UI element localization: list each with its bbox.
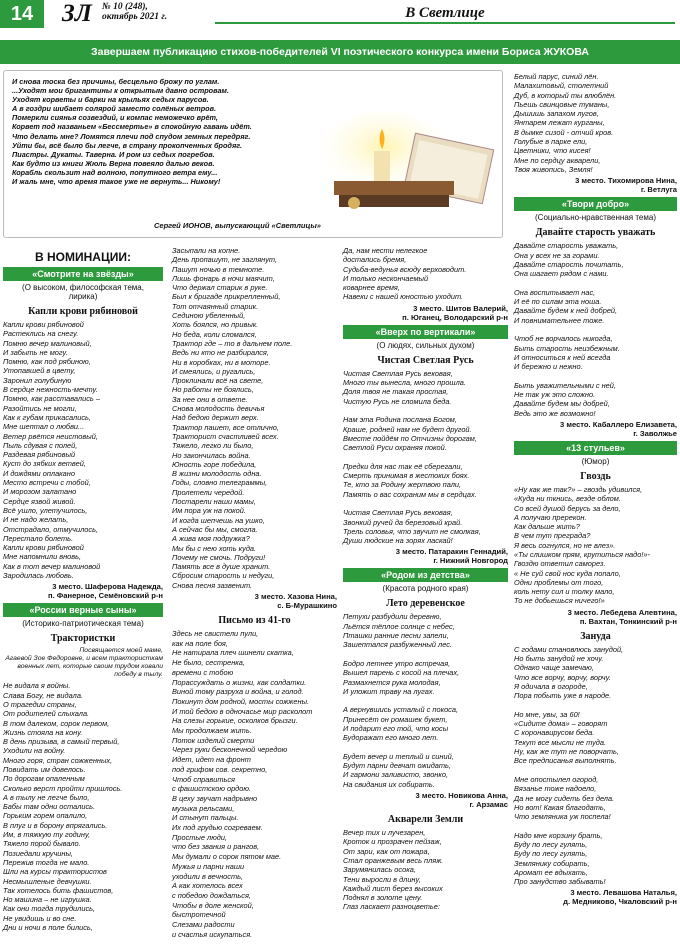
author-credit: 3 место. Тихомирова Нина, г. Ветлуга (575, 176, 677, 195)
poem-text: Здесь не свистели пули, как на поле боя, Не натирала плеч шинели скатка, Не было, сестренка, времени с тобою Порассуждать о жизни, как солдатки. Виной тому разруха и война, и голод. Покинут дом родной, мосты сожжены. И той бедою в одночасье мир расколот На слезы горькие, осколков брызги. Мы продолжаем жить. Поток изделий смерти Через руки бесконечной чередою Идет, идет на фронт под грифом сов. секретно, Чтоб справиться с фашистскою ордою. В цеху звучат надрывно музыка рельсами, И стынут пальцы. Их под грудью согреваем. Простые люди, что без звания и рангов, Мы думали о сорок пятом мае. Мужья и парни наши уходили в вечность, А как хотелось всех с победою дождаться, Чтобы в доле женской, быстротечной Слезами радости и счастья искупаться. (172, 628, 313, 939)
poem-text: Да, нам нести нелегкое достались бремя, Судьба-ведунья всюду верховодит. И только нескончаемый коварнее время, Навеки с нашей юностью уходит. (343, 246, 467, 302)
author-credit: 3 место. Новикова Анна, г. Арзамас (415, 791, 508, 810)
author-credit: 3 место. Патаракин Геннадий, г. Нижний Новгород (395, 547, 508, 566)
author-credit: 3 место. Лебедева Алевтина, п. Вахтан, Тонкинский р-н (567, 607, 677, 626)
column-2 (172, 246, 337, 939)
poem-title: Акварели Земли (387, 814, 464, 826)
nomination-subtitle: (Социально-нравственная тема) (535, 213, 656, 223)
poem-title: Давайте старость уважать (535, 227, 656, 239)
poem-text: С годами становлюсь занудой, Но быть занудой не хочу. Однако чаще замечаю, Что все ворчу, ворчу, ворчу. Я одичала в огороде, Пора побыть уже в народе. Но мне, увы, за 60! «Сидите дома» – говорят С коронавирусом беда. Текут все мысли не туда. Ну, как же тут не поворчать, Все предписанья выполнять. Мне опостылел огород, Вязанье тоже надоело, Да не могу сидеть без дела. Но вот! Какая благодать, Что земляника уж поспела! Надо мне корзину брать, Буду по лесу гулять, Буду по лесу гулять, Землянику собирать, Аромат ее вдыхать, Про занудство забывать! (514, 644, 624, 887)
headline-banner: Завершаем публикацию стихов-победителей VI поэтического конкурса имени Бориса ЖУКОВА (0, 40, 680, 64)
issue-info: № 10 (248), октябрь 2021 г. (102, 2, 168, 22)
rubric-title: В Светлице (215, 2, 675, 24)
nomination-tag: «Смотрите на звёзды» (3, 267, 163, 281)
column-1 (3, 246, 163, 932)
poem-title: Письмо из 41-го (218, 614, 291, 626)
poem-title: Капли крови рябиновой (28, 306, 138, 317)
dedication: Посвящается моей маме, Агаевой Зое Федоровне, и всем трактористкам военных лет, которые своим трудом ковали победу в тылу. (5, 647, 163, 679)
author-credit: 3 место. Шитов Валерий, п. Юганец, Володарский р-н (402, 303, 508, 322)
intro-signature: Сергей ИОНОВ, выпускающий «Светлицы» (154, 221, 321, 230)
intro-box (3, 70, 503, 238)
nomination-subtitle: (Историко-патриотическая тема) (22, 619, 144, 629)
poem-title: Трактористки (50, 633, 116, 645)
poem-title: Лето деревенское (386, 598, 465, 610)
poem-text: Белый парус, синий лён. Малахитовый, столетний Дуб, в который ты влюблён. Пьешь свинцовые туманы, Дышишь запахом лугов, Янтарем лежат курганы, В дымке сизой - отчий кров. Голубые в парке ели, Цветники, что кисея! Мне по сердцу акварели, Твоя живопись, Земля! (514, 72, 617, 174)
nomination-tag: «России верные сыны» (3, 603, 163, 617)
nomination-subtitle: (Юмор) (581, 456, 610, 466)
poem-text: Вечер тих и лучезарен, Кроток и прозрачен пейзаж, От зари, как от пожара, Стал оранжевым весь пляж. Зарумянилась осока, Тени выросли в длину, Каждый лист берез высоких Поднял в золоте цену. Глаз ласкает разноцветье: (343, 828, 444, 912)
poem-title: Зануда (580, 630, 611, 642)
nomination-subtitle: (Красота родного края) (382, 584, 469, 594)
page-number: 14 (0, 0, 44, 28)
author-credit: 3 место. Хазова Нина, с. Б-Мурашкино (254, 591, 337, 610)
nomination-tag: «Родом из детства» (343, 568, 508, 582)
poem-title: Чистая Светлая Русь (377, 354, 474, 366)
author-credit: 3 место. Левашова Наталья, д. Медниково, Чкаловский р-н (563, 888, 677, 907)
column-4 (514, 72, 677, 908)
author-credit: 3 место. Шаферова Надежда, п. Фанерное, Семёновский р-н (47, 582, 163, 601)
poem-text: Засыпали на копне. День пропашут, не заглянут, Пашут ночью в темноте. Лишь фонарь в ночи маячит, Что держал старик в руке. Был к бригаде прикрепленный, Тот отчаянный старик. Сединою убеленный, Хоть боялся, но привык. Но беда, коли сломался, Трактор где – то в дальнем поле. Ведь ни кто не разбирался, Ни в коробках, ни в моторе. И смеялись, и ругались, Проклинали всё на свете, Но работы не боялись, За нее они в ответе. Снова молодость девичья Над бедою держит верх. Трактор пашет, все отлично, Тракторист счастливей всех. Тяжело, легко ли было, Но закончилась война. Юность горе победила, В жизни молодость одна. Годы, словно телеграммы, Пролетели чередой. Постарели наши мамы, Им пора уж на покой. И когда шепчешь на ушко, А сейчас бы мы, смогла. А жива моя подружка? Мы бы с нею хоть куда. Почему не смочь. Подруги! Память все в душе хранит. Сбросим старость и недуги, Снова песня зазвенит. (172, 246, 293, 590)
page-header (0, 0, 680, 30)
poem-text: «Ну как же так?» – гвоздь удивился, «Куда ни ткнись, везде облом. Со всей душой берусь за дело, А получаю пререкон. Как дальше жить? В чем тут преграда? Я весь согнулся, но не влез». «Ты слишком прям, крутиться надо!»- Гвоздю ответил саморез. « Не суй свой нос куда попало, Одни проблемы от того, коль нету сил и толку мало, То не добьешься ничего!» (514, 484, 650, 606)
newspaper-logo: ЗЛ (62, 0, 92, 27)
nomination-tag: «Вверх по вертикали» (343, 325, 508, 339)
author-credit: 3 место. Кабаллеро Елизавета, г. Заволжье (560, 419, 677, 438)
column-3 (343, 246, 508, 912)
poem-text: Чистая Светлая Русь вековая, Много ты вынесла, много прошла. Доля твоя не такая простая, Чистую Русь не сломила беда. Нам эта Родина послана Богом, Краше, родней нам не будет другой. Вместе пойдём по Отчизны дорогам, Светлой Руси охраняя покой. Предки для нас так её сберегали, Смерть принимая в жестоких боях. Те, кто за Родину жертвою пали, Память о вас сохраним мы в сердцах. Чистая Светлая Русь вековая, Звонкий ручей да березовый край. Трель соловья, что звучит не смолкая, Души людские на зорях ласкай! (343, 368, 481, 546)
intro-poem: И снова тоска без причины, бесцельно брожу по углам. ...Уходят мои бригантины к открытым давно островам. Уходят корветы и барки на крыльях седых парусов. А в гоздри шибает солярой заместо солёных ветров. Померкли сиянья созвездий, и компас неможечко врёт, Корвет под названьем «Бессмертье» в спокойную гавань идёт. Что делать мне? Ломятся плечи под спудом земных передряг. Уйти бы, всё было бы легче, в страну прокопченных бродяг. Пиастры. Дукаты. Таверна. И ром из седых погребов. Как будто из книги Жюль Верна повеяло далью веков. Корабль скользит над волною, попутного ветра ему... И жаль мне, что время такое уже не вернуть... Никому! (12, 77, 252, 187)
nomination-tag: «Твори добро» (514, 197, 677, 211)
candle-books-illustration-icon (314, 111, 499, 221)
poem-text: Не видала я войны. Слава Богу, не видала. О трагедии страны, От родителей слыхала. В том далеком, сорок первом, Жизнь стояла на кону. В день призыва, в самый первый, Уходили на войну. Много горя, стран сожженных, Повидать им довелось. По дорогам опаленным Сколько верст пройти пришлось. А в тылу не легче было, Бабы там одни остались. Горьким горем опалило, В плуг и в борону впрягались. Им, в тяжкую ту годину, Тяжело порой бывало. Позиедали кручины, Пережив тогда не мало. Шли на курсы трактористов Несмышленые девчушки. Так хотелось бить фашистов, Но машина – не игрушка. Как они тогда трудились, Не увидишь и во сне. Дни и ночи в поле бились, (3, 681, 123, 933)
poem-title: Гвоздь (580, 470, 611, 482)
poem-text: Петухи разбудили деревню, Льётся тёплое солнце с небес, Пташки ранние песни запели, Зашептался разбуженный лес. Бодро летнее утро встречая, Вышел парень с косой на плечах, Размахнется рука молодая, И уложит траву на лугах. А вернувшись усталый с покоса, Принесёт он ромашек букет, И подарит его той, что косы Будоражат его много лет. Будет вечер и теплый и синий, Будут парни девчат ожидать, И гармони заливисто, звонко, На свидания их собирать. (343, 612, 460, 789)
section-heading: В НОМИНАЦИИ: (35, 250, 131, 264)
poem-text: Давайте старость уважать, Она у всех не за горами. Давайте старость почитать, Она шагает рядом с нами. Она воспитывает нас, И её по силам эта ноша. Давайте будем к ней добрей, И повнимательнее тоже. Чтоб не ворчалось никогда, Быть старость неизбежным. И относиться к ней всегда И бережно и нежно. Быть уважительными с ней, Не так уж это сложно. Давайте будем мы добрей, Ведь это же возможно! (514, 241, 624, 418)
nomination-subtitle: (О людях, сильных духом) (376, 340, 475, 350)
nomination-tag: «13 стульев» (514, 441, 677, 455)
poem-text: Капли крови рябиновой Растеклись на снегу. Помню вечер малиновый, И забыть не могу. Помню, как под рябиною, Утопавшей в цвету, Заронил голубиную В сердце нежность-мечту. Помню, как расставались – Разойтись не могли, Как к губам прикасались, Мне шептал о любви... Ветер рвётся неистовый, Пыль сдувая с полей, Раздевая рябиновый Куст до зябких ветвей, И дождями оплакано Место встречи с тобой, И морозом залатано Сердце язвой живой. Всё ушло, улетучилось, И не надо желать, Отстрадало, отмучилось, Перестало болеть. Капли крови рябиновой Мне напомнили вновь, Как в тот вечер малиновой Зародилась любовь. (3, 320, 101, 581)
nomination-subtitle: (О высоком, философская тема, лирика) (22, 283, 144, 301)
